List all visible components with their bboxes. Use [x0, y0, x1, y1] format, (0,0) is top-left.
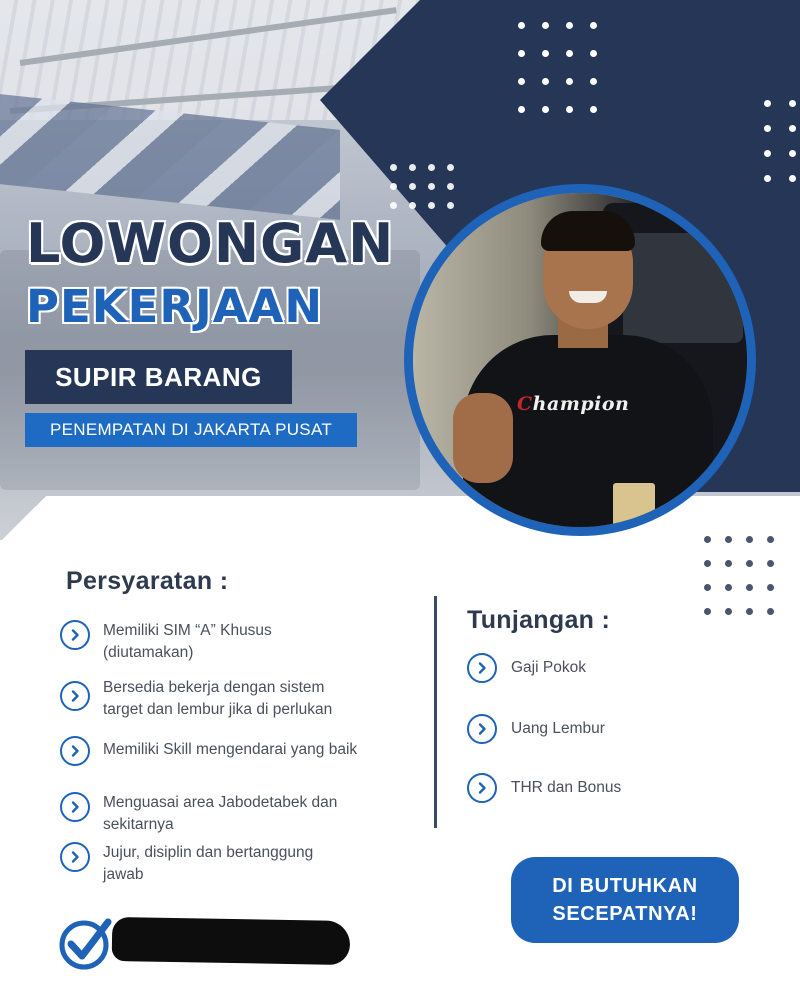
benefit-text: Gaji Pokok — [511, 659, 586, 676]
requirement-text — [103, 792, 413, 836]
person-hair — [541, 211, 635, 251]
driver-portrait — [404, 184, 756, 536]
dot-pattern — [704, 536, 773, 615]
benefits-heading: Tunjangan : — [467, 606, 611, 634]
chevron-right-circle-icon — [467, 653, 497, 683]
list-item — [467, 773, 621, 803]
check-badge-icon — [58, 914, 116, 972]
requirement-line: target dan lembur jika di perlukan — [103, 701, 333, 718]
requirement-line: Menguasai area Jabodetabek dan — [103, 794, 338, 811]
list-item — [467, 653, 586, 683]
person-smile — [569, 291, 607, 303]
book-image — [613, 483, 655, 529]
chevron-right-circle-icon — [60, 620, 90, 650]
requirement-text — [103, 677, 413, 721]
requirement-text — [103, 842, 413, 886]
benefit-text: Uang Lembur — [511, 720, 605, 737]
chevron-right-circle-icon — [467, 773, 497, 803]
requirement-line: sekitarnya — [103, 816, 174, 833]
requirement-line: Bersedia bekerja dengan sistem — [103, 679, 325, 696]
list-item — [467, 714, 605, 744]
requirement-line: Memiliki Skill mengendarai yang baik — [103, 741, 358, 758]
chevron-right-circle-icon — [60, 842, 90, 872]
list-item — [60, 620, 413, 664]
redacted-contact — [112, 917, 351, 965]
column-divider — [434, 596, 437, 828]
requirement-text — [103, 739, 413, 761]
list-item — [60, 842, 413, 886]
headline-line2: PEKERJAAN — [26, 280, 324, 333]
location-text: PENEMPATAN DI JAKARTA PUSAT — [49, 420, 333, 439]
location-badge — [25, 413, 357, 447]
list-item — [60, 792, 413, 836]
headline-line1: LOWONGAN — [26, 212, 395, 275]
thumbs-up-hand — [453, 393, 513, 483]
job-title-badge — [25, 350, 292, 404]
dot-pattern — [518, 22, 597, 113]
requirements-heading: Persyaratan : — [66, 567, 229, 595]
list-item — [60, 736, 413, 766]
urgent-hiring-badge — [511, 857, 739, 943]
requirement-line: (diutamakan) — [103, 644, 194, 661]
shirt-logo-initial: C — [517, 393, 533, 415]
cta-line1: DI BUTUHKAN — [552, 875, 698, 897]
requirement-line: Memiliki SIM “A” Khusus — [103, 622, 272, 639]
chevron-right-circle-icon — [60, 736, 90, 766]
chevron-right-circle-icon — [467, 714, 497, 744]
benefit-text: THR dan Bonus — [511, 779, 622, 796]
requirement-line: jawab — [103, 866, 144, 883]
list-item — [60, 677, 413, 721]
cta-line2: SECEPATNYA! — [552, 903, 698, 925]
car-window — [623, 233, 743, 343]
requirement-line: Jujur, disiplin dan bertanggung — [103, 844, 314, 861]
requirement-text — [103, 620, 413, 664]
chevron-right-circle-icon — [60, 681, 90, 711]
shirt-logo-text: hampion — [532, 393, 630, 415]
chevron-right-circle-icon — [60, 792, 90, 822]
job-title: SUPIR BARANG — [55, 361, 262, 392]
dot-pattern — [764, 100, 796, 182]
shirt-logo — [517, 393, 629, 415]
